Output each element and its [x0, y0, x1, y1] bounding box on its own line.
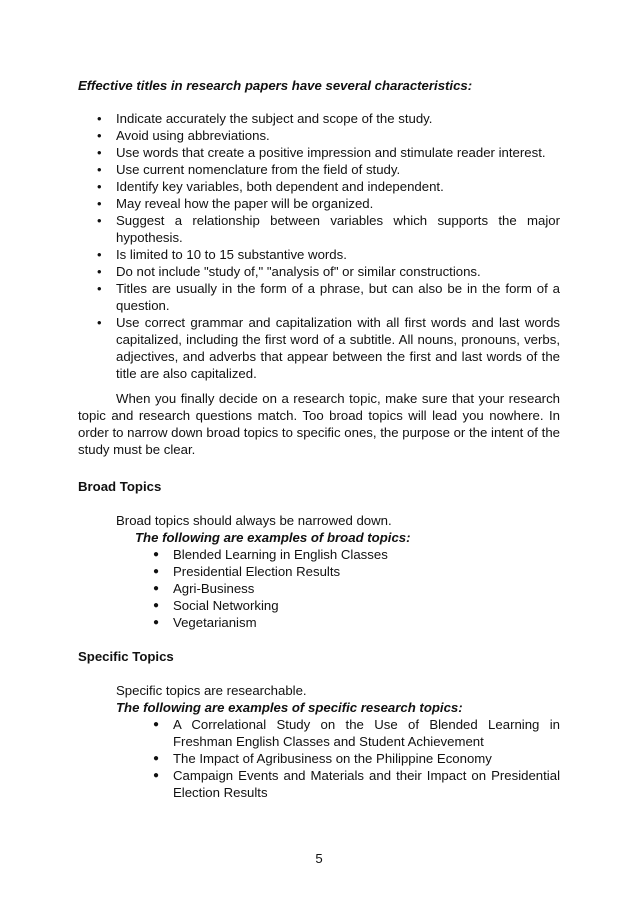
intro-heading: Effective titles in research papers have several characteristics:: [78, 78, 473, 93]
broad-topics-list: [153, 546, 560, 631]
broad-topics-lead: Broad topics should always be narrowed down.: [116, 513, 392, 528]
broad-topics-heading: Broad Topics: [78, 479, 162, 494]
broad-examples-heading: The following are examples of broad topics:: [135, 530, 411, 545]
list-item: • Use words that create a positive impression and stimulate reader interest.: [78, 144, 560, 161]
page-number: 5: [315, 851, 323, 866]
list-item: • Use current nomenclature from the field of study.: [78, 161, 560, 178]
list-item: • Identify key variables, both dependent and independent.: [78, 178, 560, 195]
list-item: ● Agri-Business: [153, 580, 560, 597]
list-item: • May reveal how the paper will be organized.: [78, 195, 560, 212]
characteristics-list: [78, 110, 560, 382]
specific-topics-heading: Specific Topics: [78, 649, 174, 664]
specific-topics-lead: Specific topics are researchable.: [116, 683, 307, 698]
list-item: ● Blended Learning in English Classes: [153, 546, 560, 563]
list-item: ● The Impact of Agribusiness on the Philippine Economy: [153, 750, 560, 767]
list-item: ● Vegetarianism: [153, 614, 560, 631]
list-item: • Do not include "study of," "analysis of" or similar constructions.: [78, 263, 560, 280]
list-item: ● A Correlational Study on the Use of Blended Learning in Freshman English Classes and Student Achievement: [153, 716, 560, 750]
list-item: • Avoid using abbreviations.: [78, 127, 560, 144]
list-item: • Use correct grammar and capitalization with all first words and last words capitalized, including the first word of a subtitle. All nouns, pronouns, verbs, adjectives, and adverbs that appear between the first and last words of the title are also capitalized.: [78, 314, 560, 382]
list-item: • Titles are usually in the form of a phrase, but can also be in the form of a question.: [78, 280, 560, 314]
list-item: • Is limited to 10 to 15 substantive words.: [78, 246, 560, 263]
list-item: • Suggest a relationship between variables which supports the major hypothesis.: [78, 212, 560, 246]
body-paragraph: When you finally decide on a research topic, make sure that your research topic and research questions match. Too broad topics will lead you nowhere. In order to narrow down broad topics to specific ones, the purpose or the intent of the study must be clear.: [78, 391, 560, 457]
specific-examples-heading: The following are examples of specific research topics:: [116, 700, 463, 715]
list-item: ● Presidential Election Results: [153, 563, 560, 580]
list-item: ● Social Networking: [153, 597, 560, 614]
specific-topics-list: [153, 716, 560, 801]
list-item: • Indicate accurately the subject and scope of the study.: [78, 110, 560, 127]
list-item: ● Campaign Events and Materials and their Impact on Presidential Election Results: [153, 767, 560, 801]
